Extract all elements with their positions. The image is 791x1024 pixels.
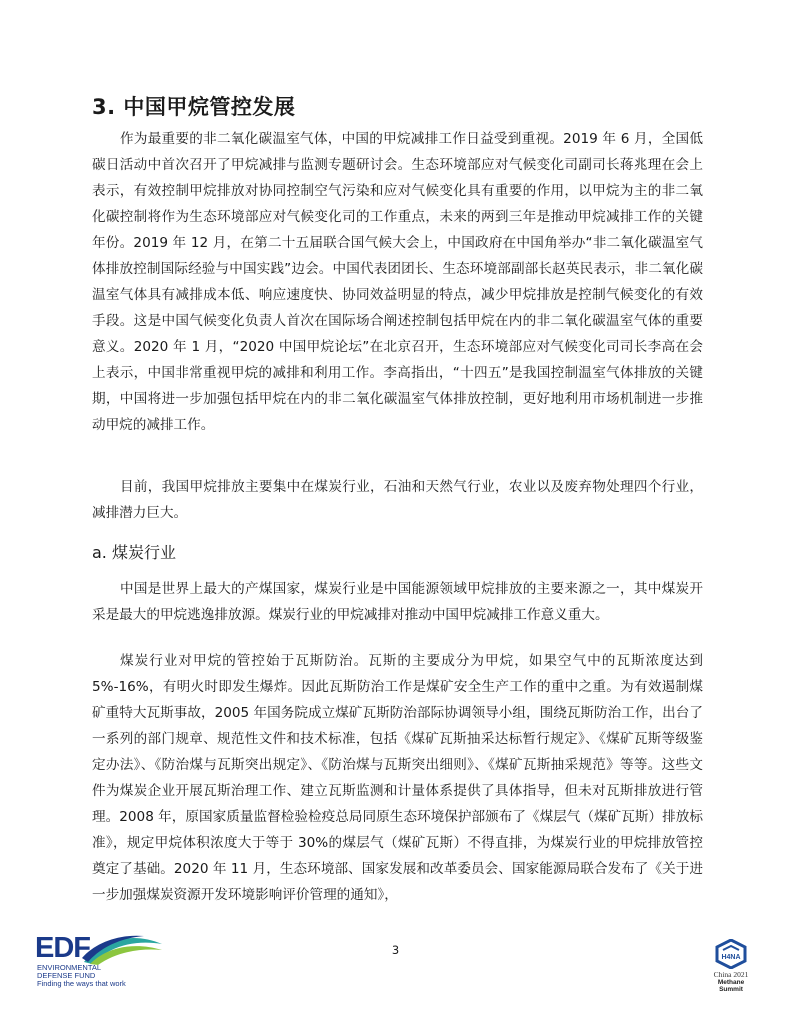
edf-logo	[34, 932, 204, 992]
section-heading: 3. 中国甲烷管控发展	[92, 95, 296, 119]
edf-org-name: ENVIRONMENTAL DEFENSE FUND	[37, 963, 102, 980]
paragraph-emission-sectors: 目前，我国甲烷排放主要集中在煤炭行业，石油和天然气行业，农业以及废弃物处理四个行业，减排潜力巨大。	[92, 479, 703, 521]
edf-logo-letters: EDF	[35, 932, 90, 964]
methane-summit-mark-icon	[714, 939, 748, 969]
edf-tagline: Finding the ways that work	[37, 979, 126, 988]
methane-summit-year: China 2021	[713, 970, 749, 979]
methane-summit-name: Methane Summit	[717, 979, 745, 993]
paragraph-coal-regulation: 煤炭行业对甲烷的管控始于瓦斯防治。瓦斯的主要成分为甲烷，如果空气中的瓦斯浓度达到 5%-16%，有明火时即发生爆炸。因此瓦斯防治工作是煤矿安全生产工作的重中之重。为有效遏制煤矿重特大瓦斯事故，2005 年国务院成立煤矿瓦斯防治部际协调领导小组，围绕瓦斯防治工作，出台了一系列的部门规章、规范性文件和技术标准，包括《煤矿瓦斯抽采达标暂行规定》、《煤矿瓦斯等级鉴定办法》、《防治煤与瓦斯突出规定》、《防治煤与瓦斯突出细则》、《煤矿瓦斯抽采规范》等等。这些文件为煤炭企业开展瓦斯治理工作、建立瓦斯监测和计量体系提供了具体指导，但未对瓦斯排放进行管理。2008 年，原国家质量监督检验检疫总局同原生态环境保护部颁布了《煤层气（煤矿瓦斯）排放标准》，规定甲烷体积浓度大于等于 30%的煤层气（煤矿瓦斯）不得直排，为煤炭行业的甲烷排放管控奠定了基础。2020 年 11 月，生态环境部、国家发展和改革委员会、国家能源局联合发布了《关于进一步加强煤炭资源开发环境影响评价管理的通知》，	[92, 653, 703, 903]
edf-swoosh-icon	[82, 934, 164, 966]
paragraph-coal-overview: 中国是世界上最大的产煤国家，煤炭行业是中国能源领域甲烷排放的主要来源之一，其中煤炭开采是最大的甲烷逃逸排放源。煤炭行业的甲烷减排对推动中国甲烷减排工作意义重大。	[92, 581, 703, 623]
page-number: 3	[391, 943, 400, 957]
paragraph-policy-history: 作为最重要的非二氧化碳温室气体，中国的甲烷减排工作日益受到重视。2019 年 6 月，全国低碳日活动中首次召开了甲烷减排与监测专题研讨会。生态环境部应对气候变化司副司长蒋兆理在会上表示，有效控制甲烷排放对协同控制空气污染和应对气候变化具有重要的作用，以甲烷为主的非二氧化碳控制将作为生态环境部应对气候变化司的工作重点，未来的两到三年是推动甲烷减排工作的关键年份。2019 年 12 月，在第二十五届联合国气候大会上，中国政府在中国角举办“非二氧化碳温室气体排放控制国际经验与中国实践”边会。中国代表团团长、生态环境部副部长赵英民表示，非二氧化碳温室气体具有减排成本低、响应速度快、协同效益明显的特点，减少甲烷排放是控制气候变化的有效手段。这是中国气候变化负责人首次在国际场合阐述控制包括甲烷在内的非二氧化碳温室气体的重要意义。2020 年 1 月，“2020 中国甲烷论坛”在北京召开，生态环境部应对气候变化司司长李高在会上表示，中国非常重视甲烷的减排和利用工作。李高指出，“十四五”是我国控制温室气体排放的关键期，中国将进一步加强包括甲烷在内的非二氧化碳温室气体排放控制，更好地利用市场机制进一步推动甲烷的减排工作。	[92, 131, 703, 433]
methane-summit-mark-text: H4NA	[721, 954, 741, 961]
subsection-heading-coal: a. 煤炭行业	[92, 543, 176, 562]
methane-summit-logo	[706, 939, 756, 994]
